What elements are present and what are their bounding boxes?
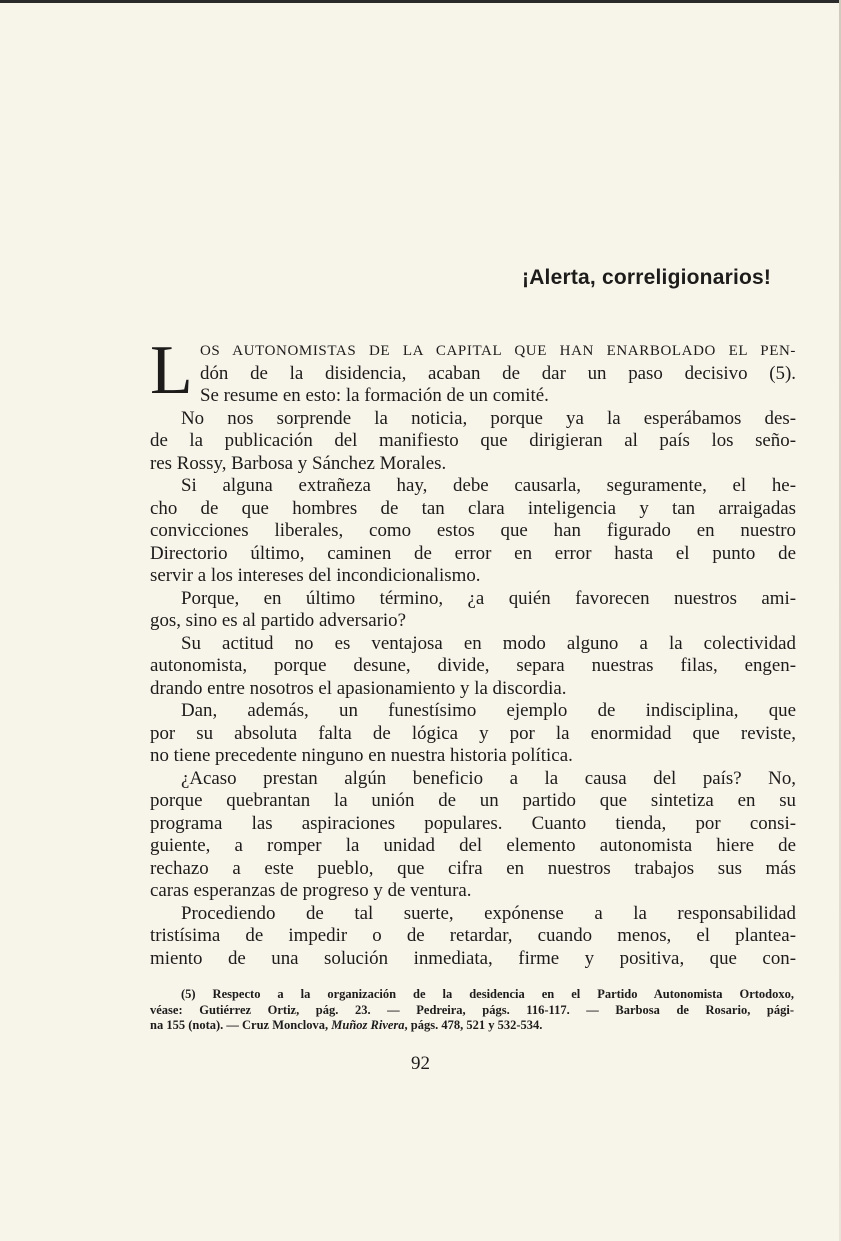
footnote-line: (5) Respecto a la organización de la desidencia en el Partido Autonomista Ortodoxo,	[181, 987, 794, 1001]
text-line: programa las aspiraciones populares. Cuanto tienda, por consi-	[150, 812, 796, 834]
text-line: res Rossy, Barbosa y Sánchez Morales.	[150, 452, 447, 474]
text-line: por su absoluta falta de lógica y por la enormidad que reviste,	[150, 722, 796, 744]
text-line: Procediendo de tal suerte, expónense a la responsabilidad	[181, 902, 796, 924]
text-line: guiente, a romper la unidad del elemento autonomista hiere de	[150, 835, 796, 856]
text-line: autonomista, porque desune, divide, separa nuestras filas, engen-	[150, 655, 796, 676]
text-line: dón de la disidencia, acaban de dar un paso decisivo (5).	[200, 362, 796, 384]
paragraph-7	[150, 768, 796, 903]
text-line: miento de una solución inmediata, firme y positiva, que con-	[150, 947, 796, 969]
text-line: porque quebrantan la unión de un partido que sintetiza en su	[150, 790, 796, 811]
paragraph-8	[150, 903, 796, 971]
paragraph-5	[150, 633, 796, 701]
text-line: Porque, en último término, ¿a quién favorecen nuestros ami-	[181, 587, 796, 609]
top-edge-rule	[0, 0, 841, 3]
text-line: OS AUTONOMISTAS DE LA CAPITAL QUE HAN ENARBOLADO EL PEN-	[200, 343, 796, 359]
text-line: no tiene precedente ninguno en nuestra historia política.	[150, 745, 573, 766]
text-line: convicciones liberales, como estos que han figurado en nuestro	[150, 520, 796, 541]
text-line: servir a los intereses del incondicionalismo.	[150, 565, 481, 586]
article-body	[150, 340, 796, 970]
text-line: ¿Acaso prestan algún beneficio a la causa del país? No,	[181, 767, 796, 789]
footnote-line: véase: Gutiérrez Ortiz, pág. 23. — Pedreira, págs. 116-117. — Barbosa de Rosario, pági-	[150, 1002, 794, 1017]
page-number: 92	[411, 1053, 430, 1074]
paragraph-1	[150, 340, 796, 408]
text-line: Se resume en esto: la formación de un comité.	[200, 385, 549, 406]
footnote-text: , págs. 478, 521 y 532-534.	[404, 1018, 543, 1032]
article-title: ¡Alerta, correligionarios!	[522, 266, 772, 289]
text-line: drando entre nosotros el apasionamiento y la discordia.	[150, 677, 567, 699]
text-line: Dan, además, un funestísimo ejemplo de indisciplina, que	[181, 700, 796, 721]
footnote-line	[150, 1018, 794, 1034]
text-line: tristísima de impedir o de retardar, cuando menos, el plantea-	[150, 925, 796, 946]
footnote	[150, 987, 794, 1034]
text-line: Su actitud no es ventajosa en modo alguno a la colectividad	[181, 632, 796, 654]
text-line: Si alguna extrañeza hay, debe causarla, seguramente, el he-	[181, 475, 796, 496]
paragraph-2	[150, 408, 796, 476]
paragraph-3	[150, 475, 796, 588]
text-line: rechazo a este pueblo, que cifra en nuestros trabajos sus más	[150, 857, 796, 879]
paragraph-4	[150, 588, 796, 633]
paragraph-6	[150, 700, 796, 768]
text-line: caras esperanzas de progreso y de ventura.	[150, 880, 472, 901]
text-line: Directorio último, caminen de error en error hasta el punto de	[150, 542, 796, 564]
text-line: cho de que hombres de tan clara inteligencia y tan arraigadas	[150, 497, 796, 519]
text-line: gos, sino es al partido adversario?	[150, 610, 407, 631]
text-line: No nos sorprende la noticia, porque ya la esperábamos des-	[181, 407, 796, 429]
text-line: de la publicación del manifiesto que dirigieran al país los seño-	[150, 430, 796, 451]
drop-cap: L	[150, 332, 193, 409]
footnote-text: na 155 (nota). — Cruz Monclova,	[150, 1018, 332, 1032]
footnote-italic-title: Muñoz Rivera	[331, 1018, 405, 1032]
